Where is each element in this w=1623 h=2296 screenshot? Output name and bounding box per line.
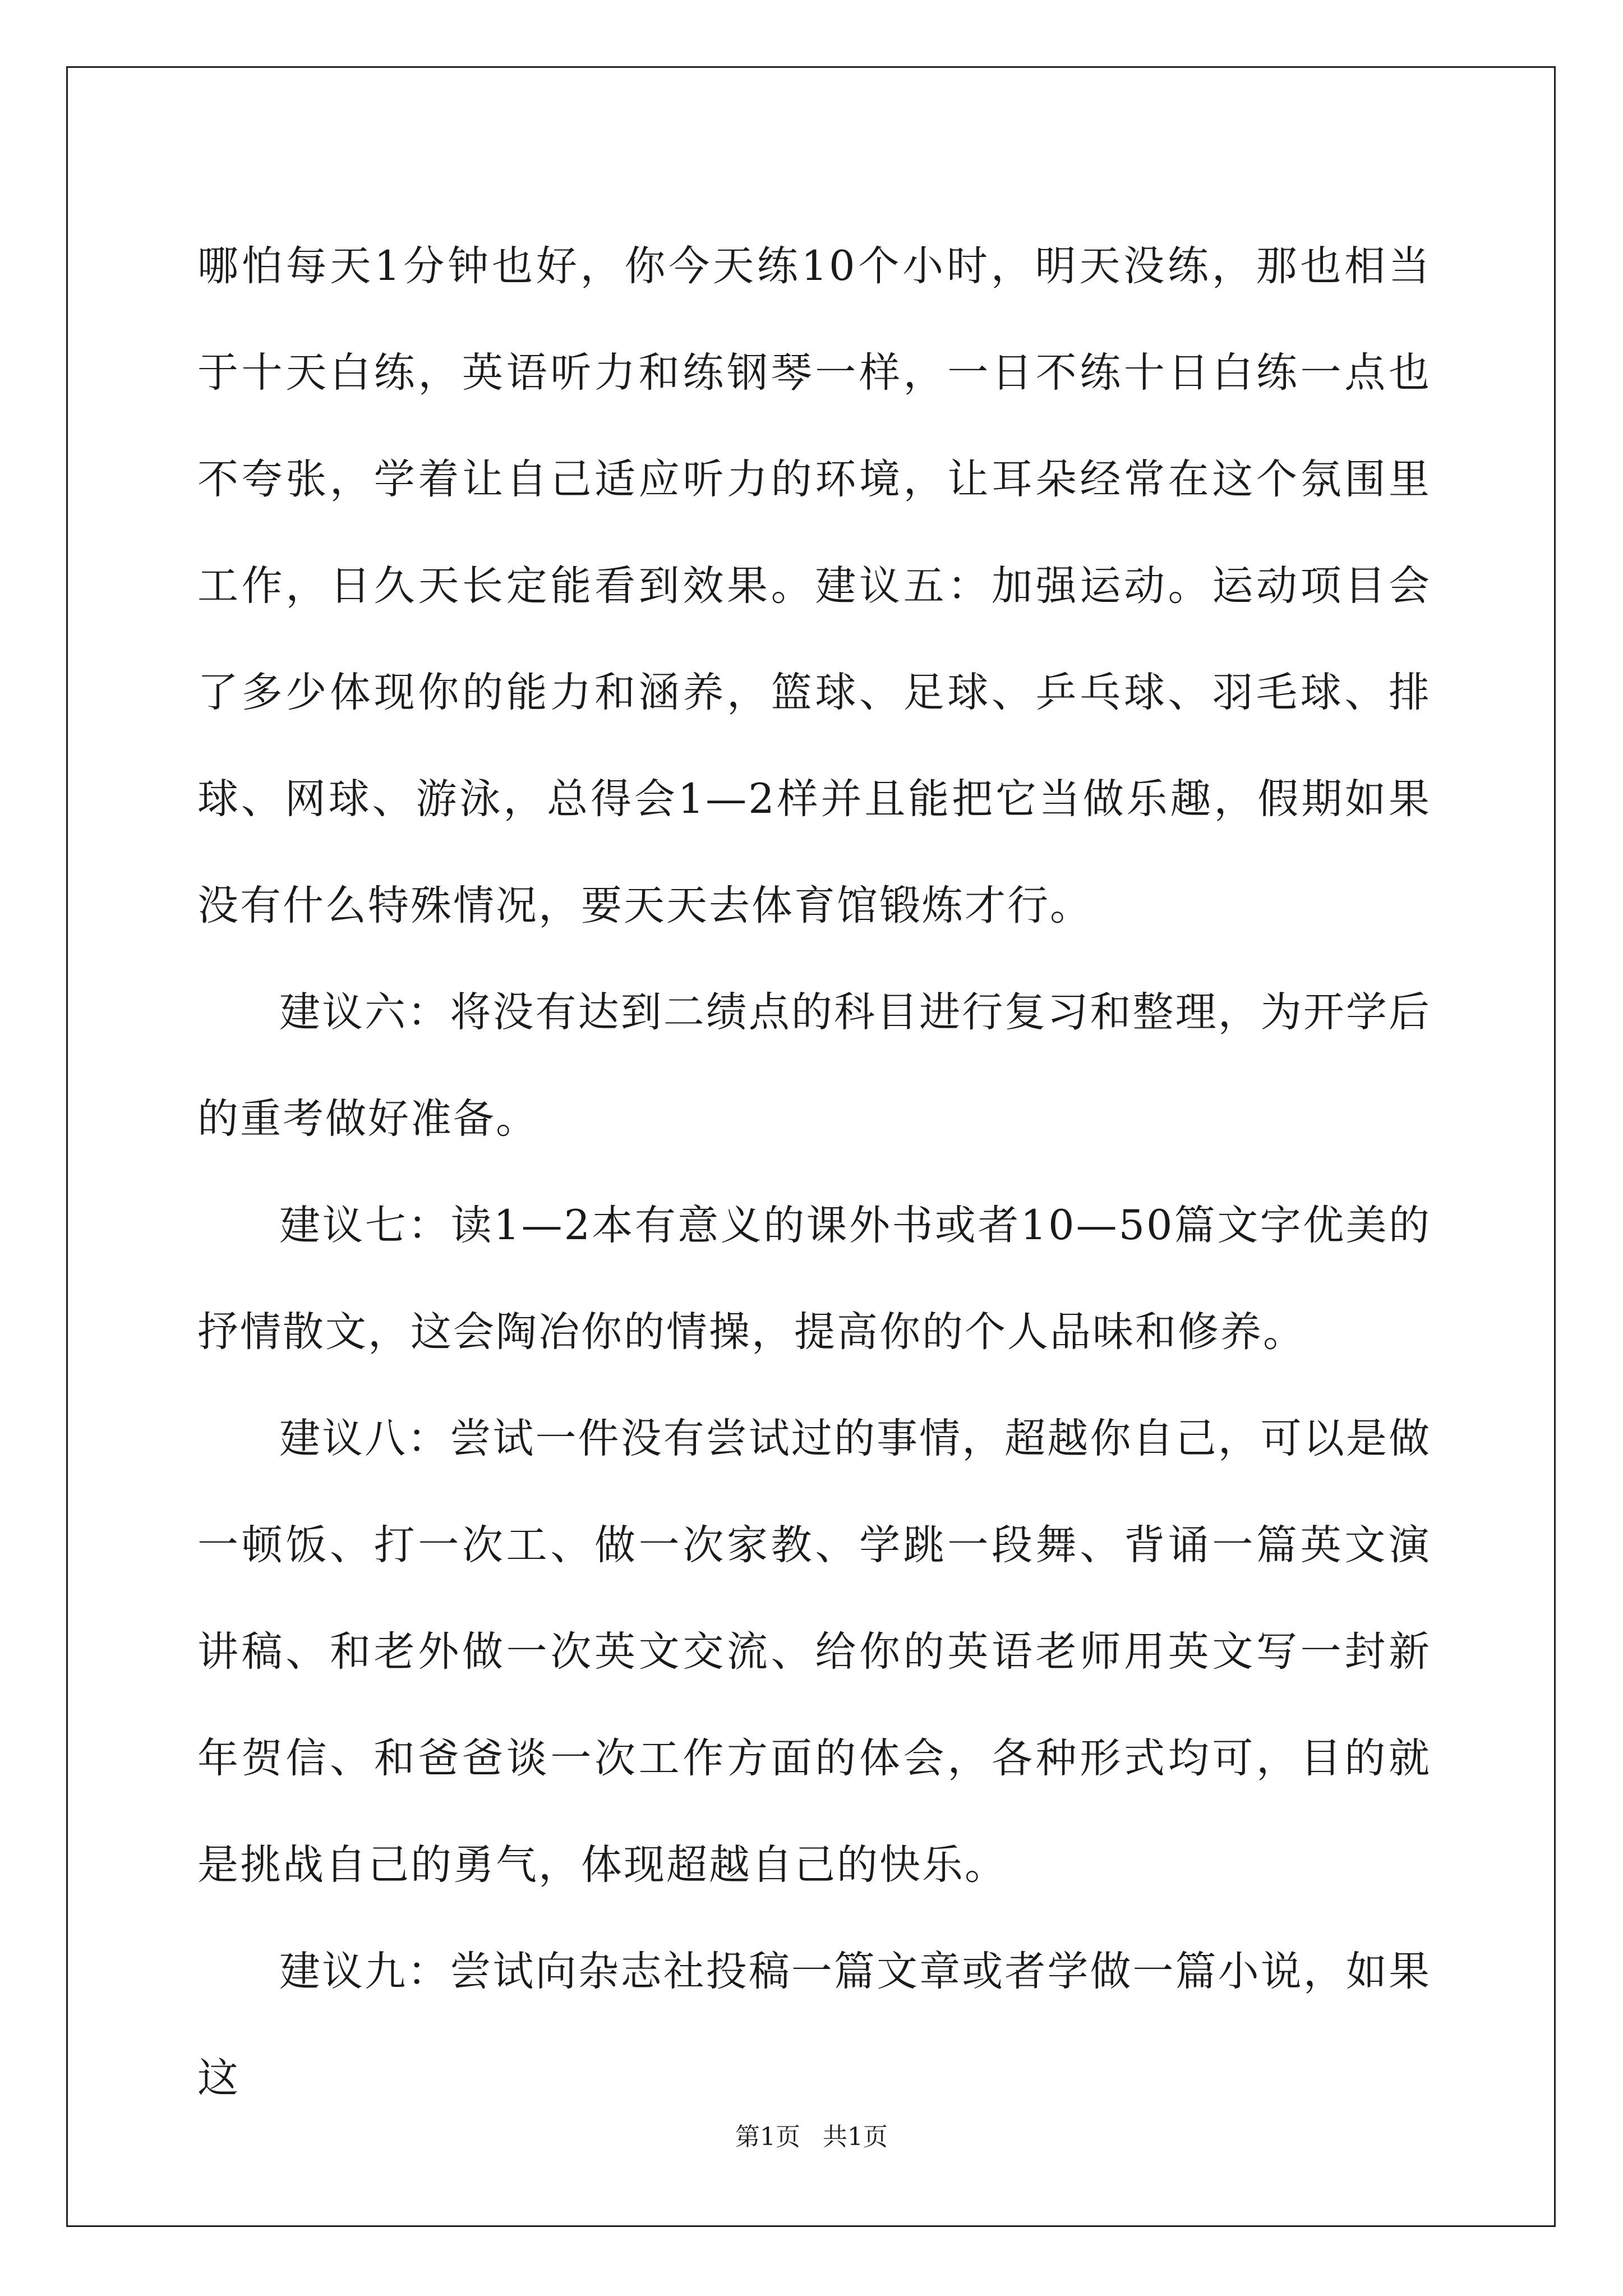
page-number: 第1页: [735, 2123, 800, 2151]
paragraph: 建议六：将没有达到二绩点的科目进行复习和整理，为开学后的重考做好准备。: [197, 988, 1431, 1143]
document-body: [197, 213, 1431, 2132]
paragraph: 建议八：尝试一件没有尝试过的事情，超越你自己，可以是做一顿饭、打一次工、做一次家教、学跳一段舞、背诵一篇英文演讲稿、和老外做一次英文交流、给你的英语老师用英文写一封新年贺信、和爸爸谈一次工作方面的体会，各种形式均可，目的就是挑战自己的勇气，体现超越自己的快乐。: [197, 1415, 1431, 1889]
paragraph: 哪怕每天1分钟也好，你今天练10个小时，明天没练，那也相当于十天白练，英语听力和练钢琴一样，一日不练十日白练一点也不夸张，学着让自己适应听力的环境，让耳朵经常在这个氛围里工作，日久天长定能看到效果。建议五：加强运动。运动项目会了多少体现你的能力和涵养，篮球、足球、乒乓球、羽毛球、排球、网球、游泳，总得会1—2样并且能把它当做乐趣，假期如果没有什么特殊情况，要天天去体育馆锻炼才行。: [197, 242, 1431, 930]
paragraph: 建议七：读1—2本有意义的课外书或者10—50篇文字优美的抒情散文，这会陶冶你的情操，提高你的个人品味和修养。: [197, 1202, 1431, 1356]
paragraph: 建议九：尝试向杂志社投稿一篇文章或者学做一篇小说，如果这: [197, 1948, 1431, 2102]
page-total: 共1页: [823, 2123, 888, 2151]
page-footer: [0, 2120, 1623, 2154]
